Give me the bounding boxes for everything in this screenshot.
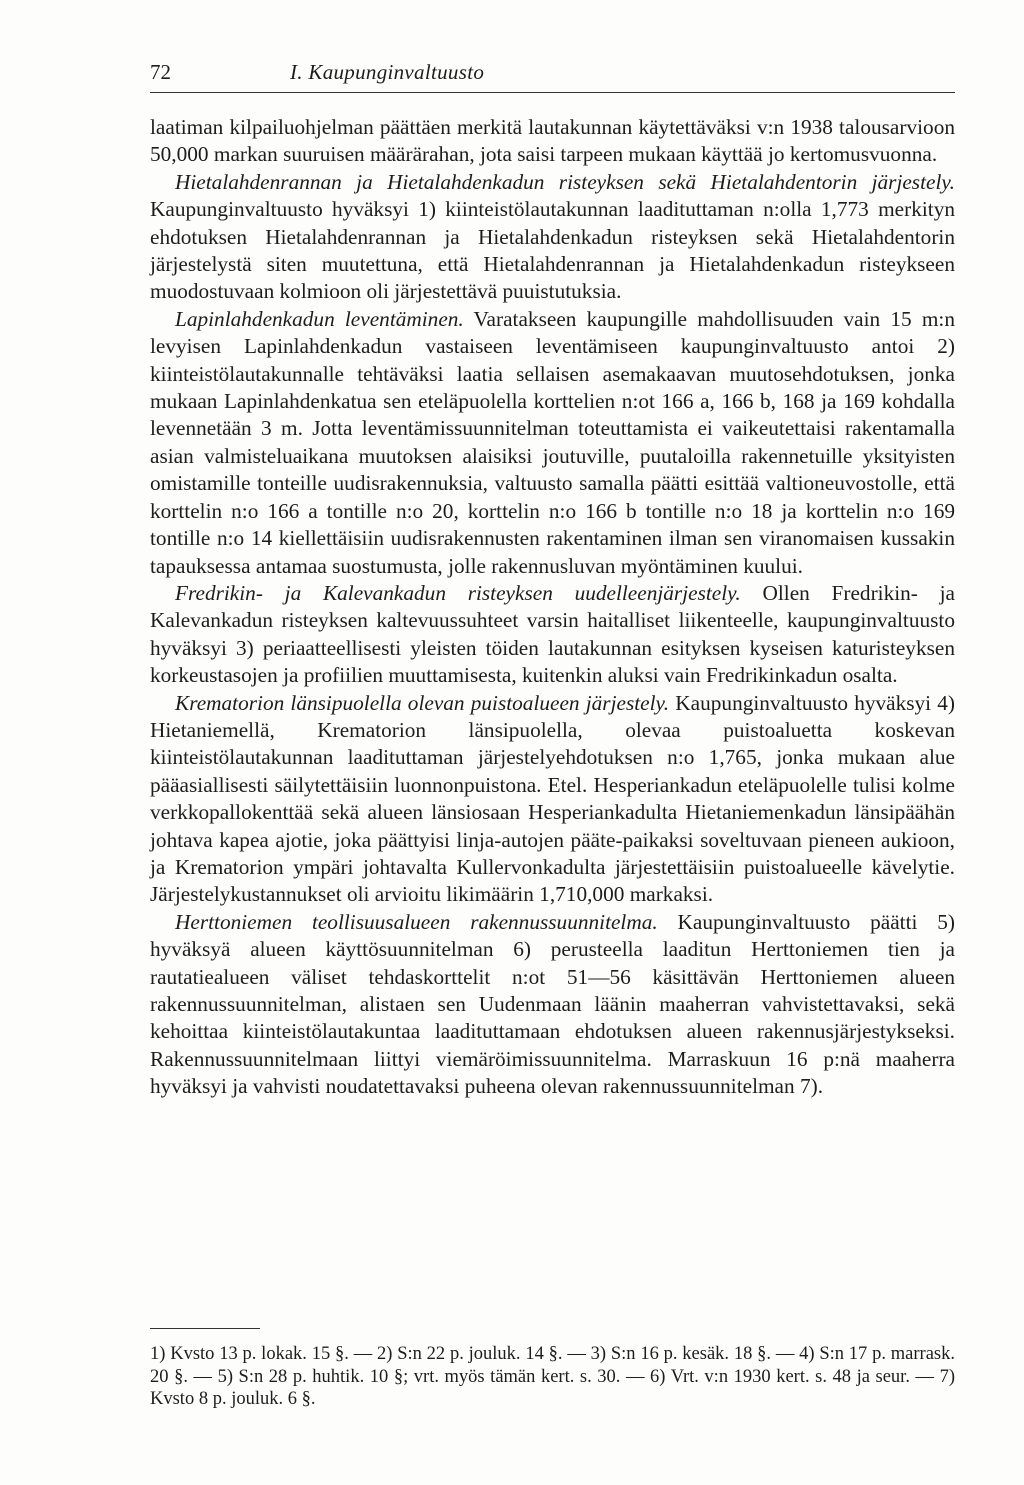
paragraph	[150, 306, 955, 580]
header-rule	[150, 92, 955, 93]
document-page	[150, 60, 956, 1409]
paragraph-text: Kaupunginvaltuusto hyväksyi 1) kiinteistölautakunnan laadituttaman n:olla 1,773 merkityn ehdotuksen Hietalahdenrannan ja Hietalahdenkadun risteyksen sekä Hietalahdentorin järjestelystä siten muutettuna, että Hietalahdenrannan ja Hietalahdenkadun risteykseen muodostuvaan kolmioon oli järjestettävä puuistutuksia.	[150, 197, 955, 304]
body-text	[150, 114, 955, 1101]
paragraph	[150, 690, 955, 909]
paragraph	[150, 580, 955, 690]
section-heading: Lapinlahdenkadun leventäminen.	[175, 306, 464, 331]
section-heading: Hietalahdenrannan ja Hietalahdenkadun risteyksen sekä Hietalahdentorin järjestely.	[175, 169, 955, 194]
footnote-rule	[150, 1328, 260, 1329]
footnotes: 1) Kvsto 13 p. lokak. 15 §. — 2) S:n 22 p. jouluk. 14 §. — 3) S:n 16 p. kesäk. 18 §. — 4) S:n 17 p. marrask. 20 §. — 5) S:n 28 p. huhtik. 10 §; vrt. myös tämän kert. s. 30. — 6) Vrt. v:n 1930 kert. s. 48 ja seur. — 7) Kvsto 8 p. jouluk. 6 §.	[150, 1344, 955, 1409]
paragraph-text: Kaupunginvaltuusto hyväksyi 4) Hietaniemellä, Krematorion länsipuolella, olevaa puistoaluetta koskevan kiinteistölautakunnan laadituttaman järjestelyehdotuksen n:o 1,765, jonka mukaan alue pääasiallisesti säilytettäisiin luonnonpuistona. Etel. Hesperiankadun eteläpuolelle tulisi kolme verkkopallokenttää sekä alueen länsiosaan Hesperiankadulta Hietaniemenkadun länsipäähän johtava kapea ajotie, joka päättyisi linja-autojen pääte-paikaksi soveltuvaan pieneen aukioon, ja Krematorion ympäri johtavalta Kullervonkadulta järjestettäisiin puistoalueelle kävelytie. Järjestelykustannukset oli arvioitu likimäärin 1,710,000 markaksi.	[150, 690, 956, 907]
section-heading: Fredrikin- ja Kalevankadun risteyksen uudelleenjärjestely.	[175, 580, 741, 605]
paragraph-text: Ollen Fredrikin- ja Kalevankadun risteyksen kaltevuussuhteet varsin haitalliset liikenteelle, kaupunginvaltuusto hyväksyi 3) periaatteellisesti yleisten töiden lautakunnan esityksen kyseisen katuristeyksen korkeustasojen ja profiilien muuttamisesta, kuitenkin aluksi vain Fredrikinkadun osalta.	[150, 580, 955, 688]
page-number: 72	[150, 60, 171, 84]
paragraph	[150, 114, 955, 169]
paragraph-text: Varatakseen kaupungille mahdollisuuden vain 15 m:n levyisen Lapinlahdenkadun vastaiseen leventämiseen kaupunginvaltuusto antoi 2) kiinteistölautakunnalle tehtäväksi laatia sellaisen asemakaavan muutosehdotuksen, jonka mukaan Lapinlahdenkatua sen eteläpuolella korttelien n:ot 166 a, 166 b, 168 ja 169 kohdalla levennetään 3 m. Jotta leventämissuunnitelman toteuttamista ei vaikeutettaisi rakentamalla asian valmisteluaikana muutoksen alaisiksi joutuville, puutaloilla rakennetuille yksityisten omistamille tonteille uudisrakennuksia, valtuusto samalla päätti esittää valtioneuvostolle, että korttelin n:o 166 a tontille n:o 20, korttelin n:o 166 b tontille n:o 18 ja korttelin n:o 169 tontille n:o 14 kiellettäisiin uudisrakennusten rakentaminen ilman sen viranomaisen kussakin tapauksessa antamaa suostumusta, jolle rakennusluvan myöntäminen kuului.	[150, 306, 955, 578]
paragraph-text: laatiman kilpailuohjelman päättäen merkitä lautakunnan käytettäväksi v:n 1938 talousarvioon 50,000 markan suuruisen määrärahan, jota saisi tarpeen mukaan käyttää jo kertomusvuonna.	[150, 115, 955, 167]
paragraph-text: Kaupunginvaltuusto päätti 5) hyväksyä alueen käyttösuunnitelman 6) perusteella laaditun Herttoniemen tien ja rautatiealueen väliset tehdaskorttelit n:ot 51—56 käsittävän Herttoniemen alueen rakennussuunnitelman, alistaen sen Uudenmaan läänin maaherran vahvistettavaksi, sekä kehoittaa kiinteistölautakuntaa laadituttamaan ehdotuksen alueen rakennusjärjestykseksi. Rakennussuunnitelmaan liittyi viemäröimissuunnitelma. Marraskuun 16 p:nä maaherra hyväksyi ja vahvisti noudatettavaksi puheena olevan rakennussuunnitelman 7).	[150, 909, 955, 1099]
paragraph	[150, 169, 955, 306]
section-heading: Krematorion länsipuolella olevan puistoalueen järjestely.	[175, 690, 670, 715]
running-title: I. Kaupunginvaltuusto	[290, 60, 485, 84]
page-header	[150, 60, 955, 90]
paragraph	[150, 909, 955, 1101]
section-heading: Herttoniemen teollisuusalueen rakennussuunnitelma.	[175, 909, 658, 934]
